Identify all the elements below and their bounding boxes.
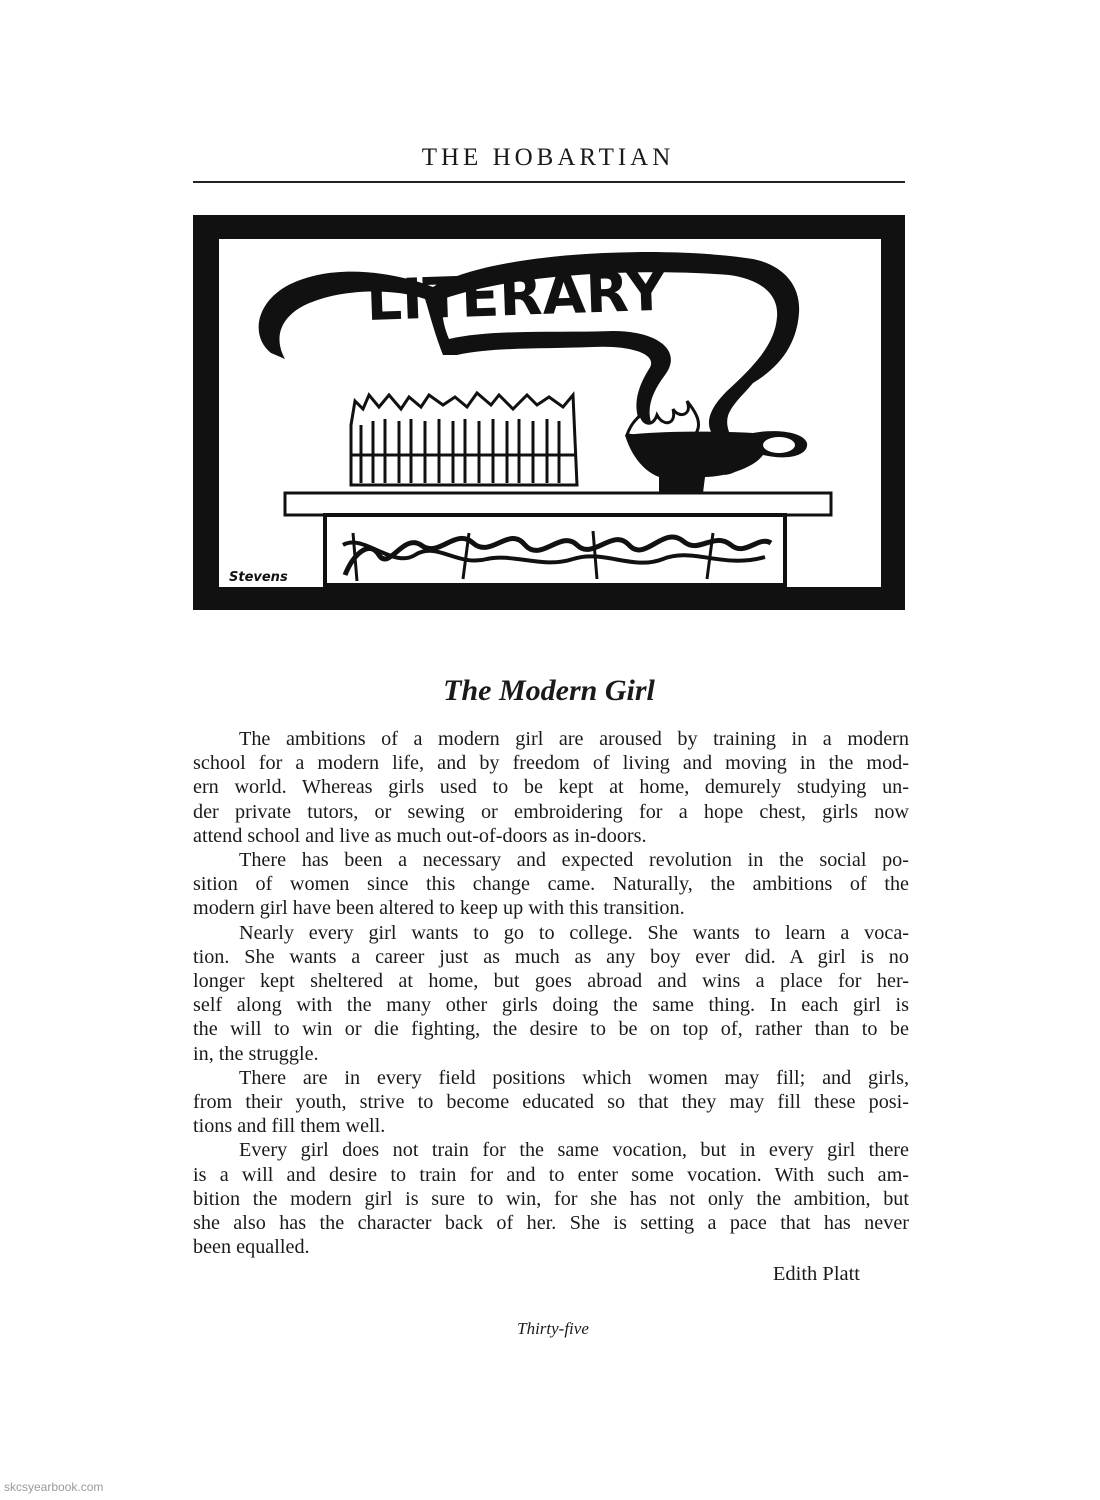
- watermark: skcsyearbook.com: [4, 1480, 104, 1494]
- text-line: attend school and live as much out-of-doors as in-doors.: [193, 824, 647, 847]
- author-name: Edith Platt: [772, 1263, 860, 1285]
- books-icon: [351, 393, 577, 485]
- paragraph-3: [193, 921, 909, 1066]
- text-line: in, the struggle.: [193, 1042, 319, 1065]
- text-line: There are in every field positions which women may fill; and girls,: [239, 1066, 909, 1089]
- paragraph-2: [193, 848, 909, 921]
- text-line: Every girl does not train for the same vocation, but in every girl there: [239, 1139, 909, 1162]
- text-line: longer kept sheltered at home, but goes abroad and wins a place for her-: [193, 970, 909, 993]
- paragraph-1: [193, 727, 909, 848]
- text-line: from their youth, strive to become educated so that they may fill these posi-: [193, 1091, 909, 1114]
- text-line: is a will and desire to train for and to enter some vocation. With such am-: [193, 1163, 909, 1186]
- text-line: tion. She wants a career just as much as any boy ever did. A girl is no: [193, 945, 909, 968]
- text-line: the will to win or die fighting, the desire to be on top of, rather than to be: [193, 1018, 909, 1041]
- article-title: The Modern Girl: [443, 674, 655, 707]
- text-line: Nearly every girl wants to go to college. She wants to learn a voca-: [239, 921, 909, 944]
- text-line: der private tutors, or sewing or embroidering for a hope chest, girls now: [193, 800, 909, 823]
- svg-text:LITERARY: LITERARY: [365, 258, 668, 334]
- artist-signature: Stevens: [229, 570, 288, 585]
- header-rule: [193, 181, 905, 183]
- article-body: [193, 727, 909, 1259]
- text-line: been equalled.: [193, 1236, 310, 1259]
- text-line: bition the modern girl is sure to win, for she has not only the ambition, but: [193, 1187, 909, 1210]
- paragraph-4: [193, 1066, 909, 1139]
- text-line: tions and fill them well.: [193, 1115, 386, 1138]
- text-line: self along with the many other girls doing the same thing. In each girl is: [193, 994, 909, 1017]
- running-head: THE HOBARTIAN: [421, 144, 675, 171]
- paragraph-5: [193, 1138, 909, 1259]
- text-line: she also has the character back of her. She is setting a pace that has never: [193, 1212, 909, 1235]
- literary-banner: [365, 259, 669, 334]
- page-number: Thirty-five: [517, 1319, 589, 1338]
- literary-illustration: [193, 215, 905, 610]
- text-line: ern world. Whereas girls used to be kept at home, demurely studying un-: [193, 776, 909, 799]
- text-line: The ambitions of a modern girl are aroused by training in a modern: [239, 728, 909, 750]
- text-line: sition of women since this change came. Naturally, the ambitions of the: [193, 873, 909, 896]
- text-line: school for a modern life, and by freedom of living and moving in the mod-: [193, 752, 909, 775]
- text-line: There has been a necessary and expected revolution in the social po-: [239, 849, 909, 872]
- text-line: modern girl have been altered to keep up with this transition.: [193, 897, 685, 920]
- table-icon: [285, 493, 831, 585]
